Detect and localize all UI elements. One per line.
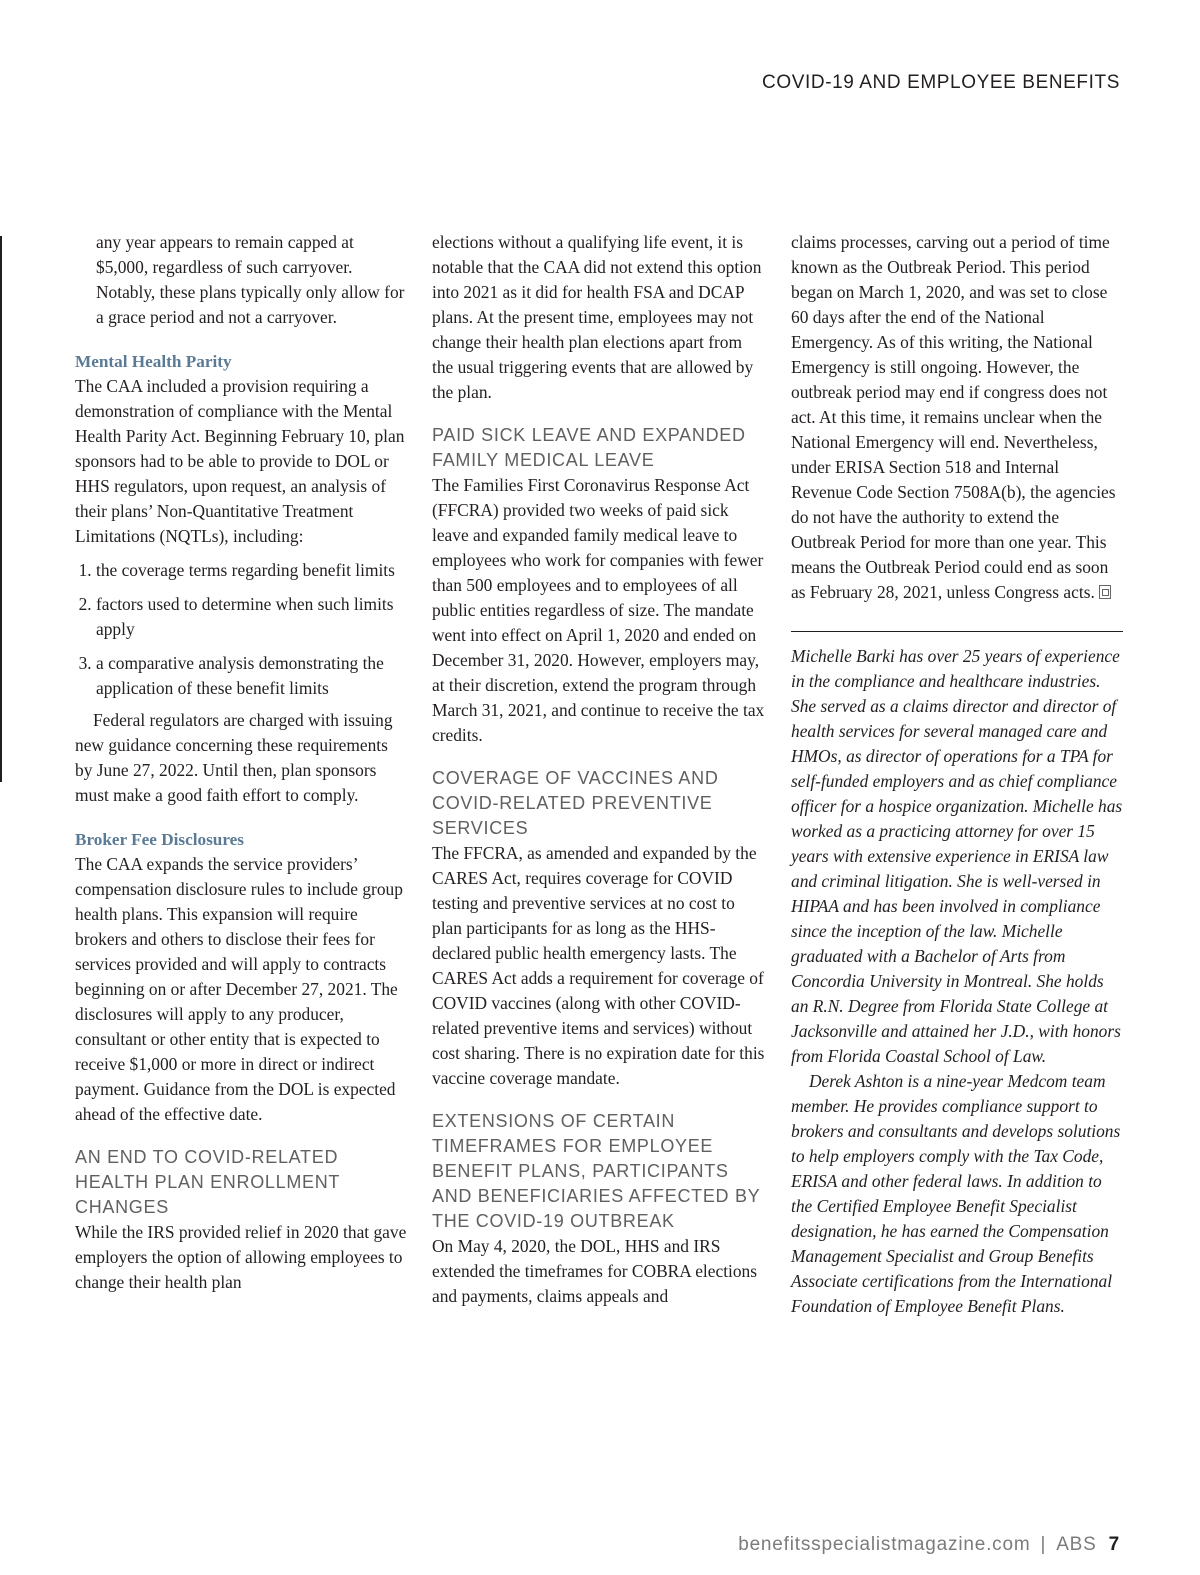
author-bio-ashton: Derek Ashton is a nine-year Medcom team member. He provides compliance support to brokers and consultants and develops solutions to help employers comply with the Tax Code, ERISA and other federal laws. In addition to the Certified Employee Benefit Specialist designation, he has earned the Compensation Management Specialist and Group Benefits Associate certifications from the International Foundation of Employee Benefit Plans. [791, 1071, 1121, 1316]
continued-paragraph: elections without a qualifying life event, it is notable that the CAA did not extend this option into 2021 as it did for health FSA and DCAP plans. At the present time, employees may not change their health plan elections apart from the usual triggering events that are allowed by the plan. [432, 232, 762, 402]
list-item: 3. a comparative analysis demonstrating the application of these benefit limits [96, 651, 407, 701]
subheading-broker-fee: Broker Fee Disclosures [75, 830, 244, 849]
column-2 [432, 230, 766, 1309]
paragraph-text: claims processes, carving out a period of time known as the Outbreak Period. This period began on March 1, 2020, and was set to close 60 days after the end of the National Emergency. As of this writing, the National Emergency is still ongoing. However, the outbreak period may end if congress does not act. At this time, it remains unclear when the National Emergency will end. Nevertheless, under ERISA Section 518 and Internal Revenue Code Section 7508A(b), the agencies do not have the authority to extend the Outbreak Period for more than one year. This means the Outbreak Period could end as soon as February 28, 2021, unless Congress acts. [791, 232, 1116, 602]
body-paragraph: The Families First Coronavirus Response Act (FFCRA) provided two weeks of paid sick leave and expanded family medical leave to employees who work for companies with fewer than 500 employees and to employees of all public entities regardless of size. The mandate went into effect on April 1, 2020 and ended on December 31, 2020. However, employers may, at their discretion, extend the program through March 31, 2021, and continue to receive the tax credits. [432, 475, 765, 745]
continued-paragraph: any year appears to remain capped at $5,000, regardless of such carryover. Notably, these plans typically only allow for a grace period and not a carryover. [96, 232, 405, 327]
end-mark-icon [1099, 585, 1111, 599]
footer-publication: ABS [1056, 1534, 1097, 1555]
body-paragraph: While the IRS provided relief in 2020 that gave employers the option of allowing employees to change their health plan [75, 1222, 407, 1292]
margin-rule [0, 236, 2, 782]
page-footer [738, 1534, 1120, 1556]
running-head: COVID-19 AND EMPLOYEE BENEFITS [762, 72, 1120, 93]
divider [791, 631, 1123, 632]
body-paragraph: Federal regulators are charged with issuing new guidance concerning these requirements by June 27, 2022. Until then, plan sponsors must make a good faith effort to comply. [75, 710, 393, 805]
section-heading-vaccines: COVERAGE OF VACCINES AND COVID-RELATED PREVENTIVE SERVICES [432, 768, 719, 838]
column-1 [75, 230, 407, 1295]
subheading-mental-health-parity: Mental Health Parity [75, 352, 232, 371]
section-heading-extensions: EXTENSIONS OF CERTAIN TIMEFRAMES FOR EMPLOYEE BENEFIT PLANS, PARTICIPANTS AND BENEFICIARIES AFFECTED BY THE COVID-19 OUTBREAK [432, 1111, 761, 1231]
section-heading-sick-leave: PAID SICK LEAVE AND EXPANDED FAMILY MEDICAL LEAVE [432, 425, 746, 470]
author-bio-barki: Michelle Barki has over 25 years of experience in the compliance and healthcare industries. She served as a claims director and director of health services for several managed care and HMOs, as director of operations for a TPA for self-funded employers and as chief compliance officer for a hospice organization. Michelle has worked as a practicing attorney for over 15 years with extensive experience in ERISA law and criminal litigation. She is well-versed in HIPAA and has been involved in compliance since the inception of the law. Michelle graduated with a Bachelor of Arts from Concordia University in Montreal. She holds an R.N. Degree from Florida State College at Jacksonville and attained her J.D., with honors from Florida Coastal School of Law. [791, 646, 1123, 1066]
section-heading-enrollment: AN END TO COVID-RELATED HEALTH PLAN ENROLLMENT CHANGES [75, 1147, 340, 1217]
footer-separator: | [1040, 1534, 1047, 1555]
body-paragraph: The CAA included a provision requiring a demonstration of compliance with the Mental Health Parity Act. Beginning February 10, plan sponsors had to be able to provide to DOL or HHS regulators, upon request, an analysis of their plans’ Non-Quantitative Treatment Limitations (NQTLs), including: [75, 376, 405, 546]
body-paragraph: On May 4, 2020, the DOL, HHS and IRS extended the timeframes for COBRA elections and payments, claims appeals and [432, 1236, 758, 1306]
continued-paragraph [791, 230, 1123, 605]
list-item: 1. the coverage terms regarding benefit limits [96, 558, 407, 583]
footer-site: benefitsspecialistmagazine.com [738, 1534, 1031, 1555]
body-paragraph: The FFCRA, as amended and expanded by the CARES Act, requires coverage for COVID testing and preventive services at no cost to plan participants for as long as the HHS-declared public health emergency lasts. The CARES Act adds a requirement for coverage of COVID vaccines (along with other COVID-related preventive items and services) without cost sharing. There is no expiration date for this vaccine coverage mandate. [432, 843, 765, 1088]
nqtl-list [75, 558, 407, 701]
body-paragraph: The CAA expands the service providers’ compensation disclosure rules to include group health plans. This expansion will require brokers and others to disclose their fees for services provided and will apply to contracts beginning on or after December 27, 2021. The disclosures will apply to any producer, consultant or other entity that is expected to receive $1,000 or more in direct or indirect payment. Guidance from the DOL is expected ahead of the effective date. [75, 854, 403, 1124]
column-3 [791, 230, 1123, 1319]
page-number: 7 [1108, 1534, 1120, 1555]
list-item: 2. factors used to determine when such limits apply [96, 592, 407, 642]
